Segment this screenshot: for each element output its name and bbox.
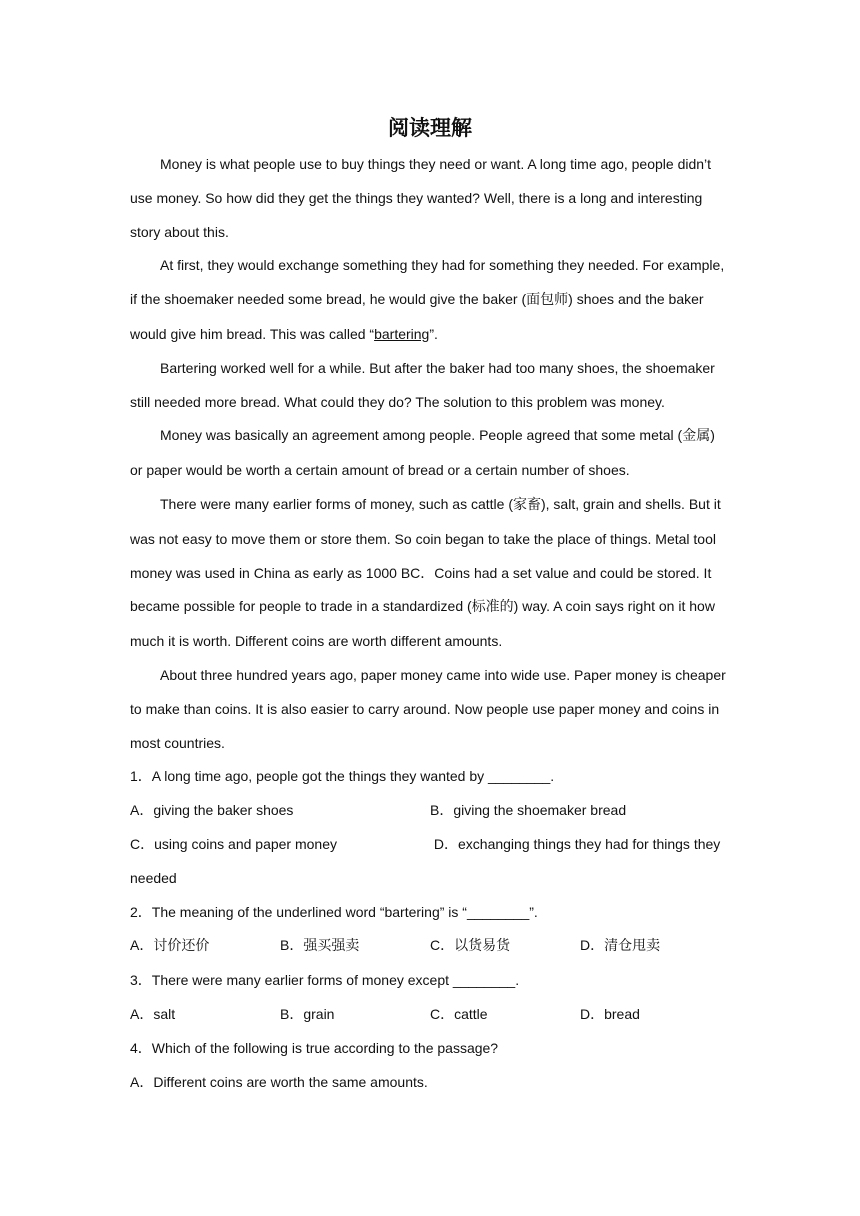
question-2-option-c: C．以货易货 (430, 937, 511, 955)
question-3-option-d: D．bread (580, 1005, 640, 1022)
paragraph-5: There were many earlier forms of money, such as cattle (家畜), salt, grain and shells. But it was not easy to move them or store them. So coin began to take the place of things. Metal tool money was used in China as early as 1000 BC．Coins had a set value and could be stored. It became possible for people to trade in a standardized (标准的) way. A coin says right on it how much it is worth. Different coins are worth different amounts. (130, 495, 721, 650)
paragraph-6: About three hundred years ago, paper money came into wide use. Paper money is cheaper to make than coins. It is also easier to carry around. Now people use paper money and coins in most countries. (130, 666, 726, 751)
document-page (130, 108, 730, 1099)
question-2-stem: 2．The meaning of the underlined word “bartering” is “________”. (130, 903, 538, 920)
paragraph-3: Bartering worked well for a while. But after the baker had too many shoes, the shoemaker still needed more bread. What could they do? The solution to this problem was money. (130, 359, 715, 410)
question-3-option-b: B．grain (280, 1005, 335, 1022)
question-2-options (130, 929, 730, 964)
question-3-option-c: C．cattle (430, 1005, 488, 1022)
question-1-stem: 1．A long time ago, people got the things they wanted by ________. (130, 768, 555, 785)
page-title: 阅读理解 (388, 115, 472, 140)
question-4-option-a: A．Different coins are worth the same amounts. (130, 1073, 428, 1090)
paragraph-1: Money is what people use to buy things they need or want. A long time ago, people didn’t use money. So how did they get the things they wanted? Well, there is a long and interesting story about this. (130, 156, 712, 240)
question-3-stem: 3．There were many earlier forms of money except ________. (130, 972, 520, 989)
question-1-options-row-1 (130, 794, 730, 828)
question-2-option-b: B．强买强卖 (280, 937, 360, 955)
underlined-word: bartering (374, 325, 430, 342)
question-4-stem: 4．Which of the following is true according to the passage? (130, 1039, 499, 1056)
paragraph-2: At first, they would exchange something they had for something they needed. For example, if the shoemaker needed some bread, he would give the baker (面包师) shoes and the baker would give him bread. This was called “bartering”. (130, 257, 725, 342)
paragraph-4: Money was basically an agreement among people. People agreed that some metal (金属) or paper would be worth a certain amount of bread or a certain number of shoes. (130, 427, 715, 479)
question-1-option-b: B．giving the shoemaker bread (430, 802, 627, 819)
question-1-options-row-2 (130, 828, 730, 896)
question-3-options (130, 998, 730, 1032)
question-1-option-a: A．giving the baker shoes (130, 802, 294, 819)
question-2-option-d: D．清仓甩卖 (580, 937, 661, 955)
question-1-option-c: C．using coins and paper money (130, 835, 338, 852)
question-2-option-a: A．讨价还价 (130, 937, 210, 955)
question-3-option-a: A．salt (130, 1005, 176, 1022)
question-1-option-d: D．exchanging things they had for things they needed (130, 835, 721, 886)
